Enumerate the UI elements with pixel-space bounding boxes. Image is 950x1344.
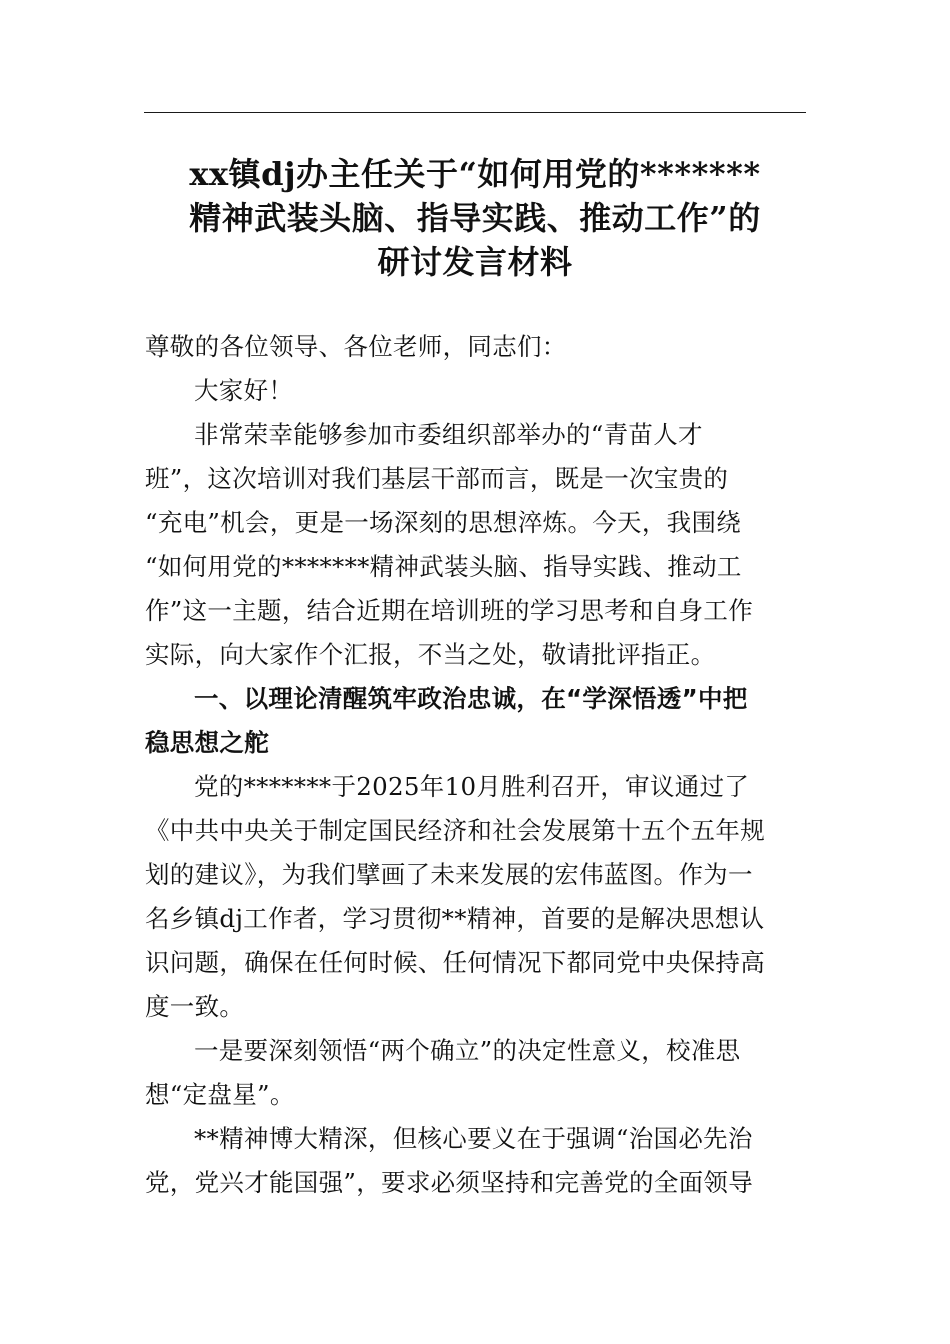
document-body	[145, 325, 797, 1205]
paragraph-line: “充电”机会，更是一场深刻的思想淬炼。今天，我围绕	[145, 508, 742, 537]
paragraph-line: 识问题，确保在任何时候、任何情况下都同党中央保持高	[145, 948, 765, 977]
paragraph-line: 党的*******于2025年10月胜利召开，审议通过了	[194, 772, 750, 801]
document-title	[144, 152, 806, 284]
paragraph-line: “如何用党的*******精神武装头脑、指导实践、推动工	[145, 552, 742, 581]
paragraph-line: 非常荣幸能够参加市委组织部举办的“青苗人才	[194, 420, 703, 449]
header-rule	[144, 112, 806, 113]
title-line: xx镇dj办主任关于“如何用党的*******	[189, 155, 761, 193]
paragraph-line: 班”，这次培训对我们基层干部而言，既是一次宝贵的	[145, 464, 729, 493]
subheading-line: 一是要深刻领悟“两个确立”的决定性意义，校准思	[194, 1036, 741, 1065]
paragraph-line: 党，党兴才能国强”，要求必须坚持和完善党的全面领导	[145, 1168, 754, 1197]
paragraph-line: 作”这一主题，结合近期在培训班的学习思考和自身工作	[145, 596, 754, 625]
section-heading: 稳思想之舵	[145, 728, 269, 757]
paragraph-line: 度一致。	[145, 992, 245, 1021]
subheading-line: 想“定盘星”。	[145, 1080, 295, 1109]
title-line: 精神武装头脑、指导实践、推动工作”的	[189, 199, 761, 237]
paragraph-line: 《中共中央关于制定国民经济和社会发展第十五个五年规	[145, 816, 765, 845]
paragraph-line: 名乡镇dj工作者，学习贯彻**精神，首要的是解决思想认	[145, 904, 765, 933]
salutation: 尊敬的各位领导、各位老师，同志们：	[145, 332, 567, 361]
paragraph-line: 划的建议》，为我们擘画了未来发展的宏伟蓝图。作为一	[145, 860, 753, 889]
greeting: 大家好！	[194, 376, 294, 405]
title-line: 研讨发言材料	[377, 243, 573, 281]
section-heading: 一、以理论清醒筑牢政治忠诚，在“学深悟透”中把	[194, 684, 748, 713]
paragraph-line: **精神博大精深，但核心要义在于强调“治国必先治	[194, 1124, 753, 1153]
paragraph-line: 实际，向大家作个汇报，不当之处，敬请批评指正。	[145, 640, 716, 669]
